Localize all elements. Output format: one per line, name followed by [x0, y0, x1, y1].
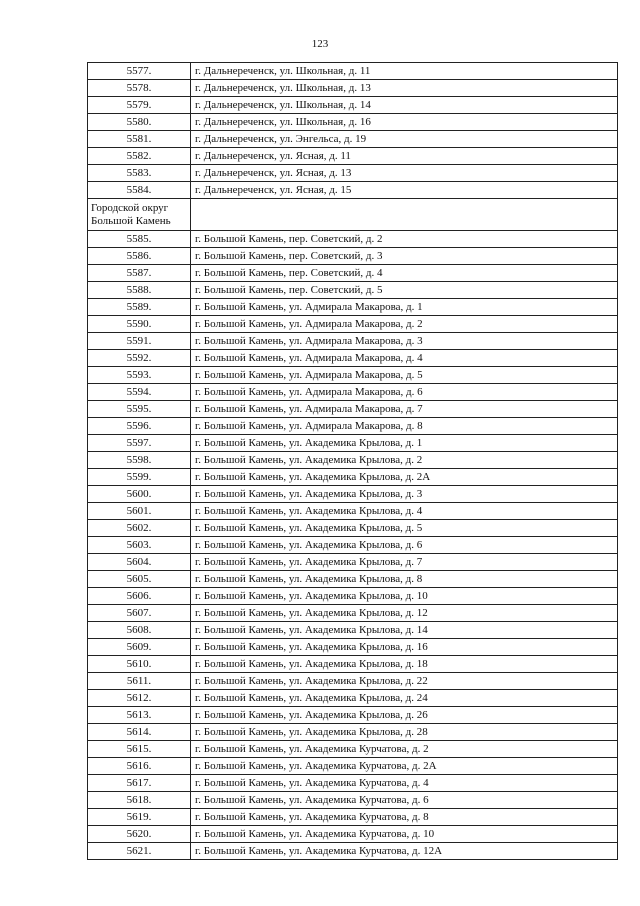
section-body — [88, 199, 618, 231]
table-row — [88, 367, 618, 384]
row-number: 5619. — [88, 809, 191, 826]
row-number: 5606. — [88, 588, 191, 605]
row-number: 5586. — [88, 248, 191, 265]
row-address: г. Большой Камень, ул. Академика Крылова, д. 18 — [191, 656, 618, 673]
row-number: 5588. — [88, 282, 191, 299]
table-row — [88, 656, 618, 673]
row-number: 5584. — [88, 182, 191, 199]
table-row — [88, 265, 618, 282]
row-number: 5585. — [88, 231, 191, 248]
table-body-top — [88, 63, 618, 199]
row-address: г. Большой Камень, ул. Академика Крылова, д. 10 — [191, 588, 618, 605]
table-row — [88, 588, 618, 605]
row-number: 5597. — [88, 435, 191, 452]
row-address: г. Большой Камень, ул. Академика Крылова, д. 7 — [191, 554, 618, 571]
row-number: 5593. — [88, 367, 191, 384]
row-address: г. Дальнереченск, ул. Школьная, д. 16 — [191, 114, 618, 131]
row-number: 5604. — [88, 554, 191, 571]
table-row — [88, 792, 618, 809]
row-address: г. Дальнереченск, ул. Ясная, д. 13 — [191, 165, 618, 182]
row-number: 5617. — [88, 775, 191, 792]
table-body-bottom — [88, 231, 618, 860]
row-address: г. Дальнереченск, ул. Школьная, д. 13 — [191, 80, 618, 97]
table-row — [88, 554, 618, 571]
row-address: г. Большой Камень, пер. Советский, д. 5 — [191, 282, 618, 299]
table-row — [88, 418, 618, 435]
row-number: 5609. — [88, 639, 191, 656]
row-number: 5600. — [88, 486, 191, 503]
row-number: 5610. — [88, 656, 191, 673]
table-row — [88, 826, 618, 843]
table-row — [88, 639, 618, 656]
row-address: г. Большой Камень, ул. Адмирала Макарова, д. 7 — [191, 401, 618, 418]
row-address: г. Большой Камень, ул. Академика Крылова, д. 3 — [191, 486, 618, 503]
table-row — [88, 622, 618, 639]
table-row — [88, 690, 618, 707]
row-address: г. Большой Камень, ул. Академика Курчатова, д. 6 — [191, 792, 618, 809]
row-number: 5590. — [88, 316, 191, 333]
table-row — [88, 605, 618, 622]
row-number: 5602. — [88, 520, 191, 537]
table-row — [88, 435, 618, 452]
row-number: 5581. — [88, 131, 191, 148]
row-address: г. Большой Камень, пер. Советский, д. 3 — [191, 248, 618, 265]
row-number: 5580. — [88, 114, 191, 131]
table-row — [88, 231, 618, 248]
section-title-line-2: Большой Камень — [91, 214, 171, 227]
row-address: г. Дальнереченск, ул. Школьная, д. 14 — [191, 97, 618, 114]
row-address: г. Большой Камень, ул. Академика Курчатова, д. 12А — [191, 843, 618, 860]
row-address: г. Большой Камень, ул. Адмирала Макарова, д. 2 — [191, 316, 618, 333]
row-number: 5594. — [88, 384, 191, 401]
table-row — [88, 809, 618, 826]
table-row — [88, 316, 618, 333]
row-address: г. Большой Камень, ул. Академика Крылова, д. 16 — [191, 639, 618, 656]
table-row — [88, 775, 618, 792]
table-row — [88, 571, 618, 588]
row-address: г. Большой Камень, ул. Академика Крылова, д. 8 — [191, 571, 618, 588]
table-row — [88, 282, 618, 299]
table-row — [88, 63, 618, 80]
row-address: г. Большой Камень, пер. Советский, д. 2 — [191, 231, 618, 248]
row-number: 5611. — [88, 673, 191, 690]
address-table — [87, 62, 618, 860]
table-row — [88, 503, 618, 520]
section-empty-cell — [191, 199, 618, 231]
table-row — [88, 333, 618, 350]
table-row — [88, 80, 618, 97]
row-address: г. Дальнереченск, ул. Ясная, д. 11 — [191, 148, 618, 165]
row-address: г. Большой Камень, ул. Адмирала Макарова, д. 6 — [191, 384, 618, 401]
row-number: 5587. — [88, 265, 191, 282]
row-number: 5599. — [88, 469, 191, 486]
row-address: г. Большой Камень, ул. Академика Крылова, д. 12 — [191, 605, 618, 622]
row-number: 5616. — [88, 758, 191, 775]
row-address: г. Большой Камень, ул. Адмирала Макарова, д. 4 — [191, 350, 618, 367]
row-address: г. Большой Камень, ул. Академика Курчатова, д. 4 — [191, 775, 618, 792]
row-number: 5598. — [88, 452, 191, 469]
table-row — [88, 741, 618, 758]
row-address: г. Большой Камень, ул. Академика Крылова, д. 2 — [191, 452, 618, 469]
row-number: 5613. — [88, 707, 191, 724]
page-number: 123 — [311, 38, 329, 50]
section-header-row — [88, 199, 618, 231]
row-number: 5578. — [88, 80, 191, 97]
row-address: г. Большой Камень, ул. Академика Крылова, д. 14 — [191, 622, 618, 639]
row-number: 5605. — [88, 571, 191, 588]
section-title — [88, 199, 191, 231]
row-address: г. Дальнереченск, ул. Энгельса, д. 19 — [191, 131, 618, 148]
row-number: 5582. — [88, 148, 191, 165]
row-number: 5589. — [88, 299, 191, 316]
row-number: 5601. — [88, 503, 191, 520]
section-title-line-1: Городской округ — [91, 201, 169, 214]
table-row — [88, 401, 618, 418]
row-address: г. Большой Камень, ул. Академика Крылова, д. 24 — [191, 690, 618, 707]
table-row — [88, 486, 618, 503]
row-address: г. Большой Камень, ул. Академика Крылова, д. 4 — [191, 503, 618, 520]
row-number: 5603. — [88, 537, 191, 554]
row-address: г. Большой Камень, ул. Адмирала Макарова, д. 5 — [191, 367, 618, 384]
row-address: г. Большой Камень, ул. Академика Крылова, д. 5 — [191, 520, 618, 537]
table-row — [88, 350, 618, 367]
table-row — [88, 452, 618, 469]
row-number: 5577. — [88, 63, 191, 80]
table-row — [88, 165, 618, 182]
row-number: 5621. — [88, 843, 191, 860]
row-number: 5595. — [88, 401, 191, 418]
row-address: г. Большой Камень, ул. Академика Курчатова, д. 2 — [191, 741, 618, 758]
row-number: 5608. — [88, 622, 191, 639]
row-address: г. Дальнереченск, ул. Школьная, д. 11 — [191, 63, 618, 80]
table-row — [88, 469, 618, 486]
table-row — [88, 248, 618, 265]
table-row — [88, 707, 618, 724]
row-number: 5620. — [88, 826, 191, 843]
row-number: 5579. — [88, 97, 191, 114]
row-number: 5618. — [88, 792, 191, 809]
row-address: г. Большой Камень, ул. Академика Курчатова, д. 10 — [191, 826, 618, 843]
row-number: 5614. — [88, 724, 191, 741]
table-row — [88, 520, 618, 537]
row-address: г. Большой Камень, ул. Академика Крылова, д. 22 — [191, 673, 618, 690]
row-number: 5591. — [88, 333, 191, 350]
row-address: г. Большой Камень, ул. Академика Крылова, д. 1 — [191, 435, 618, 452]
row-address: г. Большой Камень, ул. Академика Крылова, д. 2А — [191, 469, 618, 486]
row-number: 5607. — [88, 605, 191, 622]
row-address: г. Большой Камень, ул. Академика Курчатова, д. 2А — [191, 758, 618, 775]
table-row — [88, 758, 618, 775]
table-row — [88, 537, 618, 554]
table-row — [88, 182, 618, 199]
row-address: г. Большой Камень, ул. Адмирала Макарова, д. 3 — [191, 333, 618, 350]
table-row — [88, 114, 618, 131]
row-address: г. Большой Камень, ул. Адмирала Макарова, д. 1 — [191, 299, 618, 316]
row-number: 5596. — [88, 418, 191, 435]
table-row — [88, 148, 618, 165]
row-number: 5612. — [88, 690, 191, 707]
table-row — [88, 384, 618, 401]
row-address: г. Большой Камень, ул. Академика Крылова, д. 26 — [191, 707, 618, 724]
table-row — [88, 299, 618, 316]
row-address: г. Большой Камень, ул. Академика Курчатова, д. 8 — [191, 809, 618, 826]
row-number: 5615. — [88, 741, 191, 758]
row-address: г. Дальнереченск, ул. Ясная, д. 15 — [191, 182, 618, 199]
table-row — [88, 131, 618, 148]
row-address: г. Большой Камень, ул. Академика Крылова, д. 28 — [191, 724, 618, 741]
row-number: 5592. — [88, 350, 191, 367]
table-row — [88, 843, 618, 860]
table-row — [88, 724, 618, 741]
table-row — [88, 673, 618, 690]
row-address: г. Большой Камень, пер. Советский, д. 4 — [191, 265, 618, 282]
row-address: г. Большой Камень, ул. Адмирала Макарова, д. 8 — [191, 418, 618, 435]
table-row — [88, 97, 618, 114]
row-number: 5583. — [88, 165, 191, 182]
row-address: г. Большой Камень, ул. Академика Крылова, д. 6 — [191, 537, 618, 554]
